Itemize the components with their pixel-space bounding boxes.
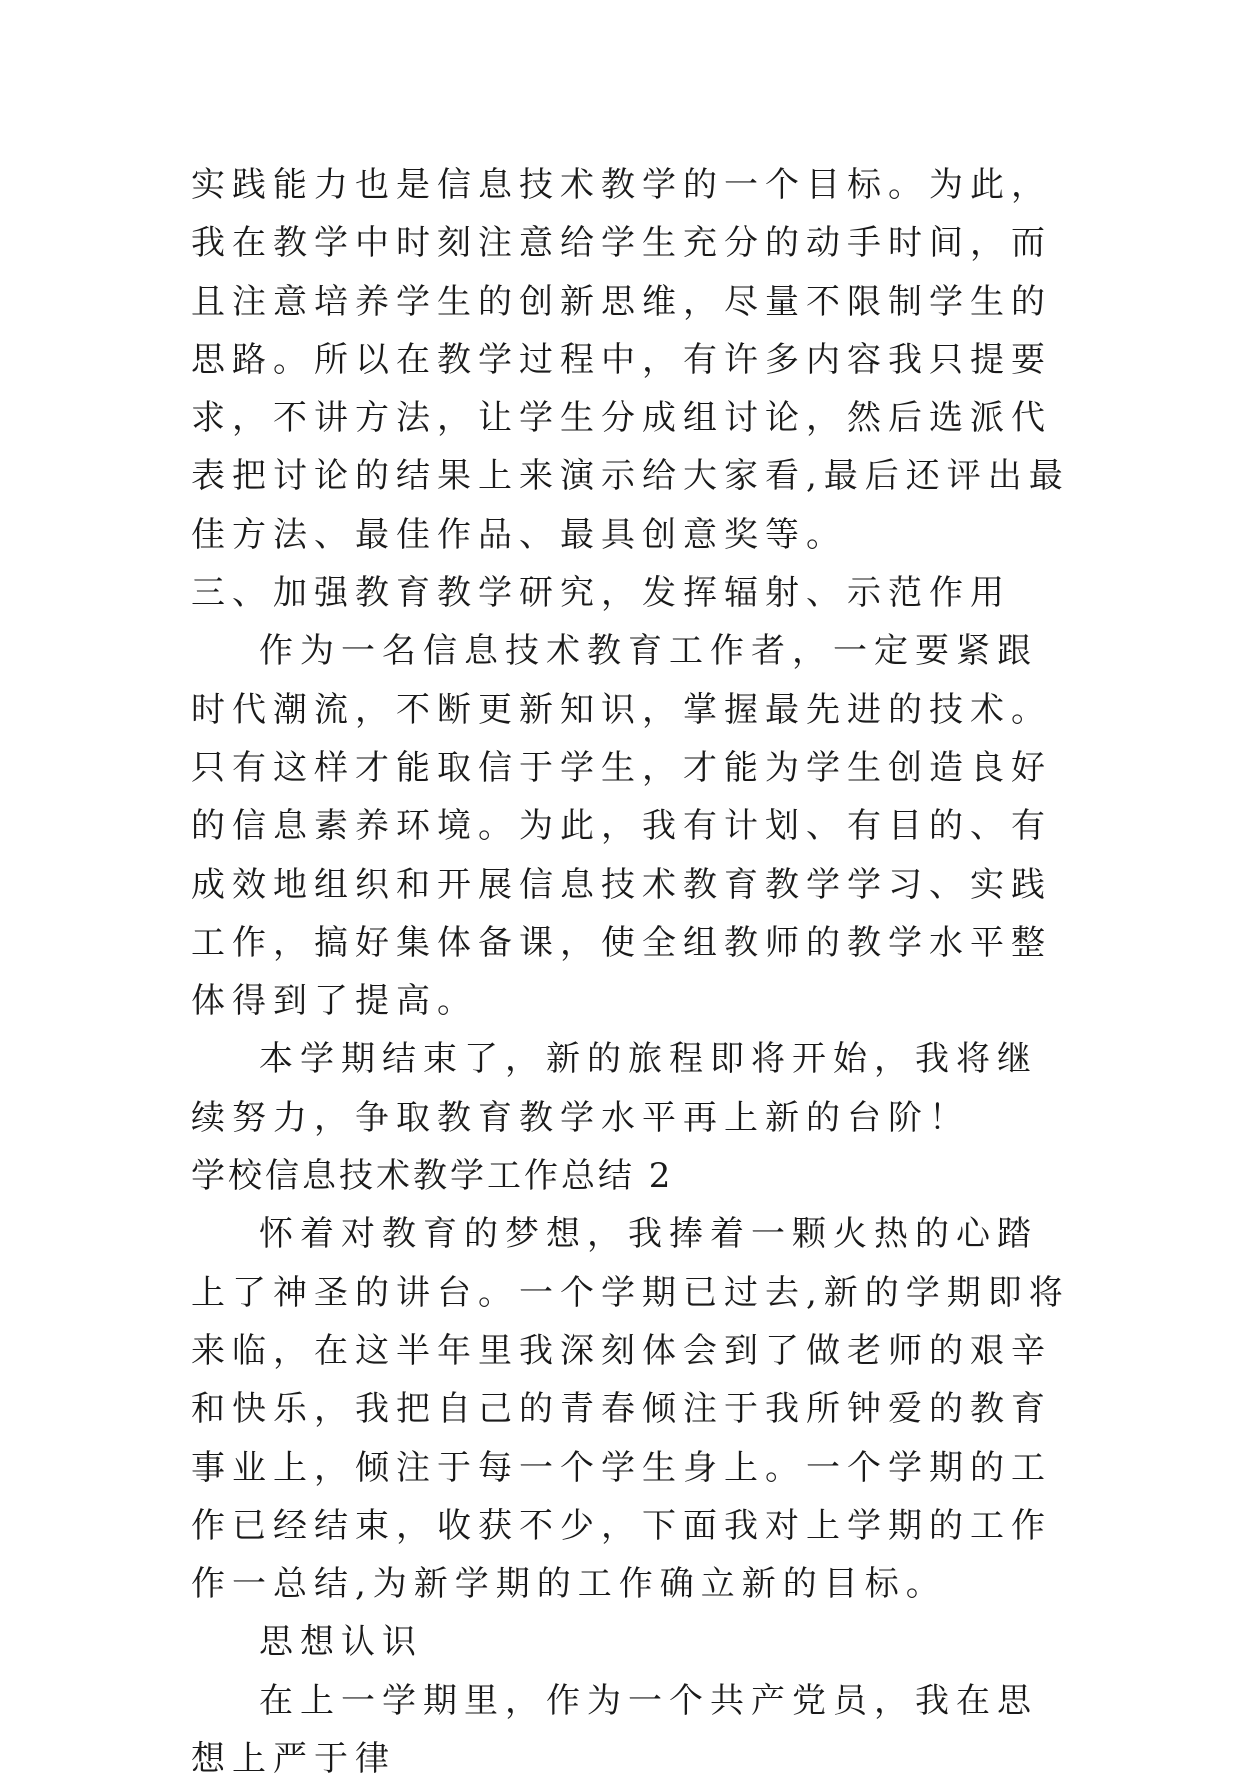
last-paragraph: 在上一学期里，作为一个共产党员，我在思想上严于律 bbox=[191, 1680, 1038, 1780]
section-number: 三、 bbox=[191, 573, 273, 614]
subheading: 思想认识 bbox=[259, 1622, 423, 1663]
section-paragraph: 作为一名信息技术教育工作者，一定要紧跟时代潮流，不断更新知识，掌握最先进的技术。只有这样才能取信于学生，才能为学生创造良好的信息素养环境。为此，我有计划、有目的、有成效地组织和开展信息技术教育教学学习、实践工作，搞好集体备课，使全组教师的教学水平整体得到了提高。 bbox=[191, 631, 1052, 1022]
continued-paragraph: 实践能力也是信息技术教学的一个目标。为此，我在教学中时刻注意给学生充分的动手时间，而且注意培养学生的创新思维，尽量不限制学生的思路。所以在教学过程中，有许多内容我只提要求，不讲方法，让学生分成组讨论，然后选派代表把讨论的结果上来演示给大家看,最后还评出最佳方法、最佳作品、最具创意奖等。 bbox=[191, 165, 1070, 555]
document-body bbox=[191, 156, 1071, 1788]
section-title: 加强教育教学研究，发挥辐射、示范作用 bbox=[273, 573, 1011, 614]
section-heading bbox=[191, 564, 1071, 622]
closing-paragraph: 本学期结束了，新的旅程即将开始，我将继续努力，争取教育教学水平再上新的台阶！ bbox=[191, 1039, 1038, 1138]
intro-paragraph: 怀着对教育的梦想，我捧着一颗火热的心踏上了神圣的讲台。一个学期已过去,新的学期即将来临，在这半年里我深刻体会到了做老师的艰辛和快乐，我把自己的青春倾注于我所钟爱的教育事业上，倾注于每一个学生身上。一个学期的工作已经结束，收获不少，下面我对上学期的工作作一总结,为新学期的工作确立新的目标。 bbox=[191, 1214, 1070, 1605]
article-title: 学校信息技术教学工作总结 2 bbox=[191, 1156, 674, 1197]
